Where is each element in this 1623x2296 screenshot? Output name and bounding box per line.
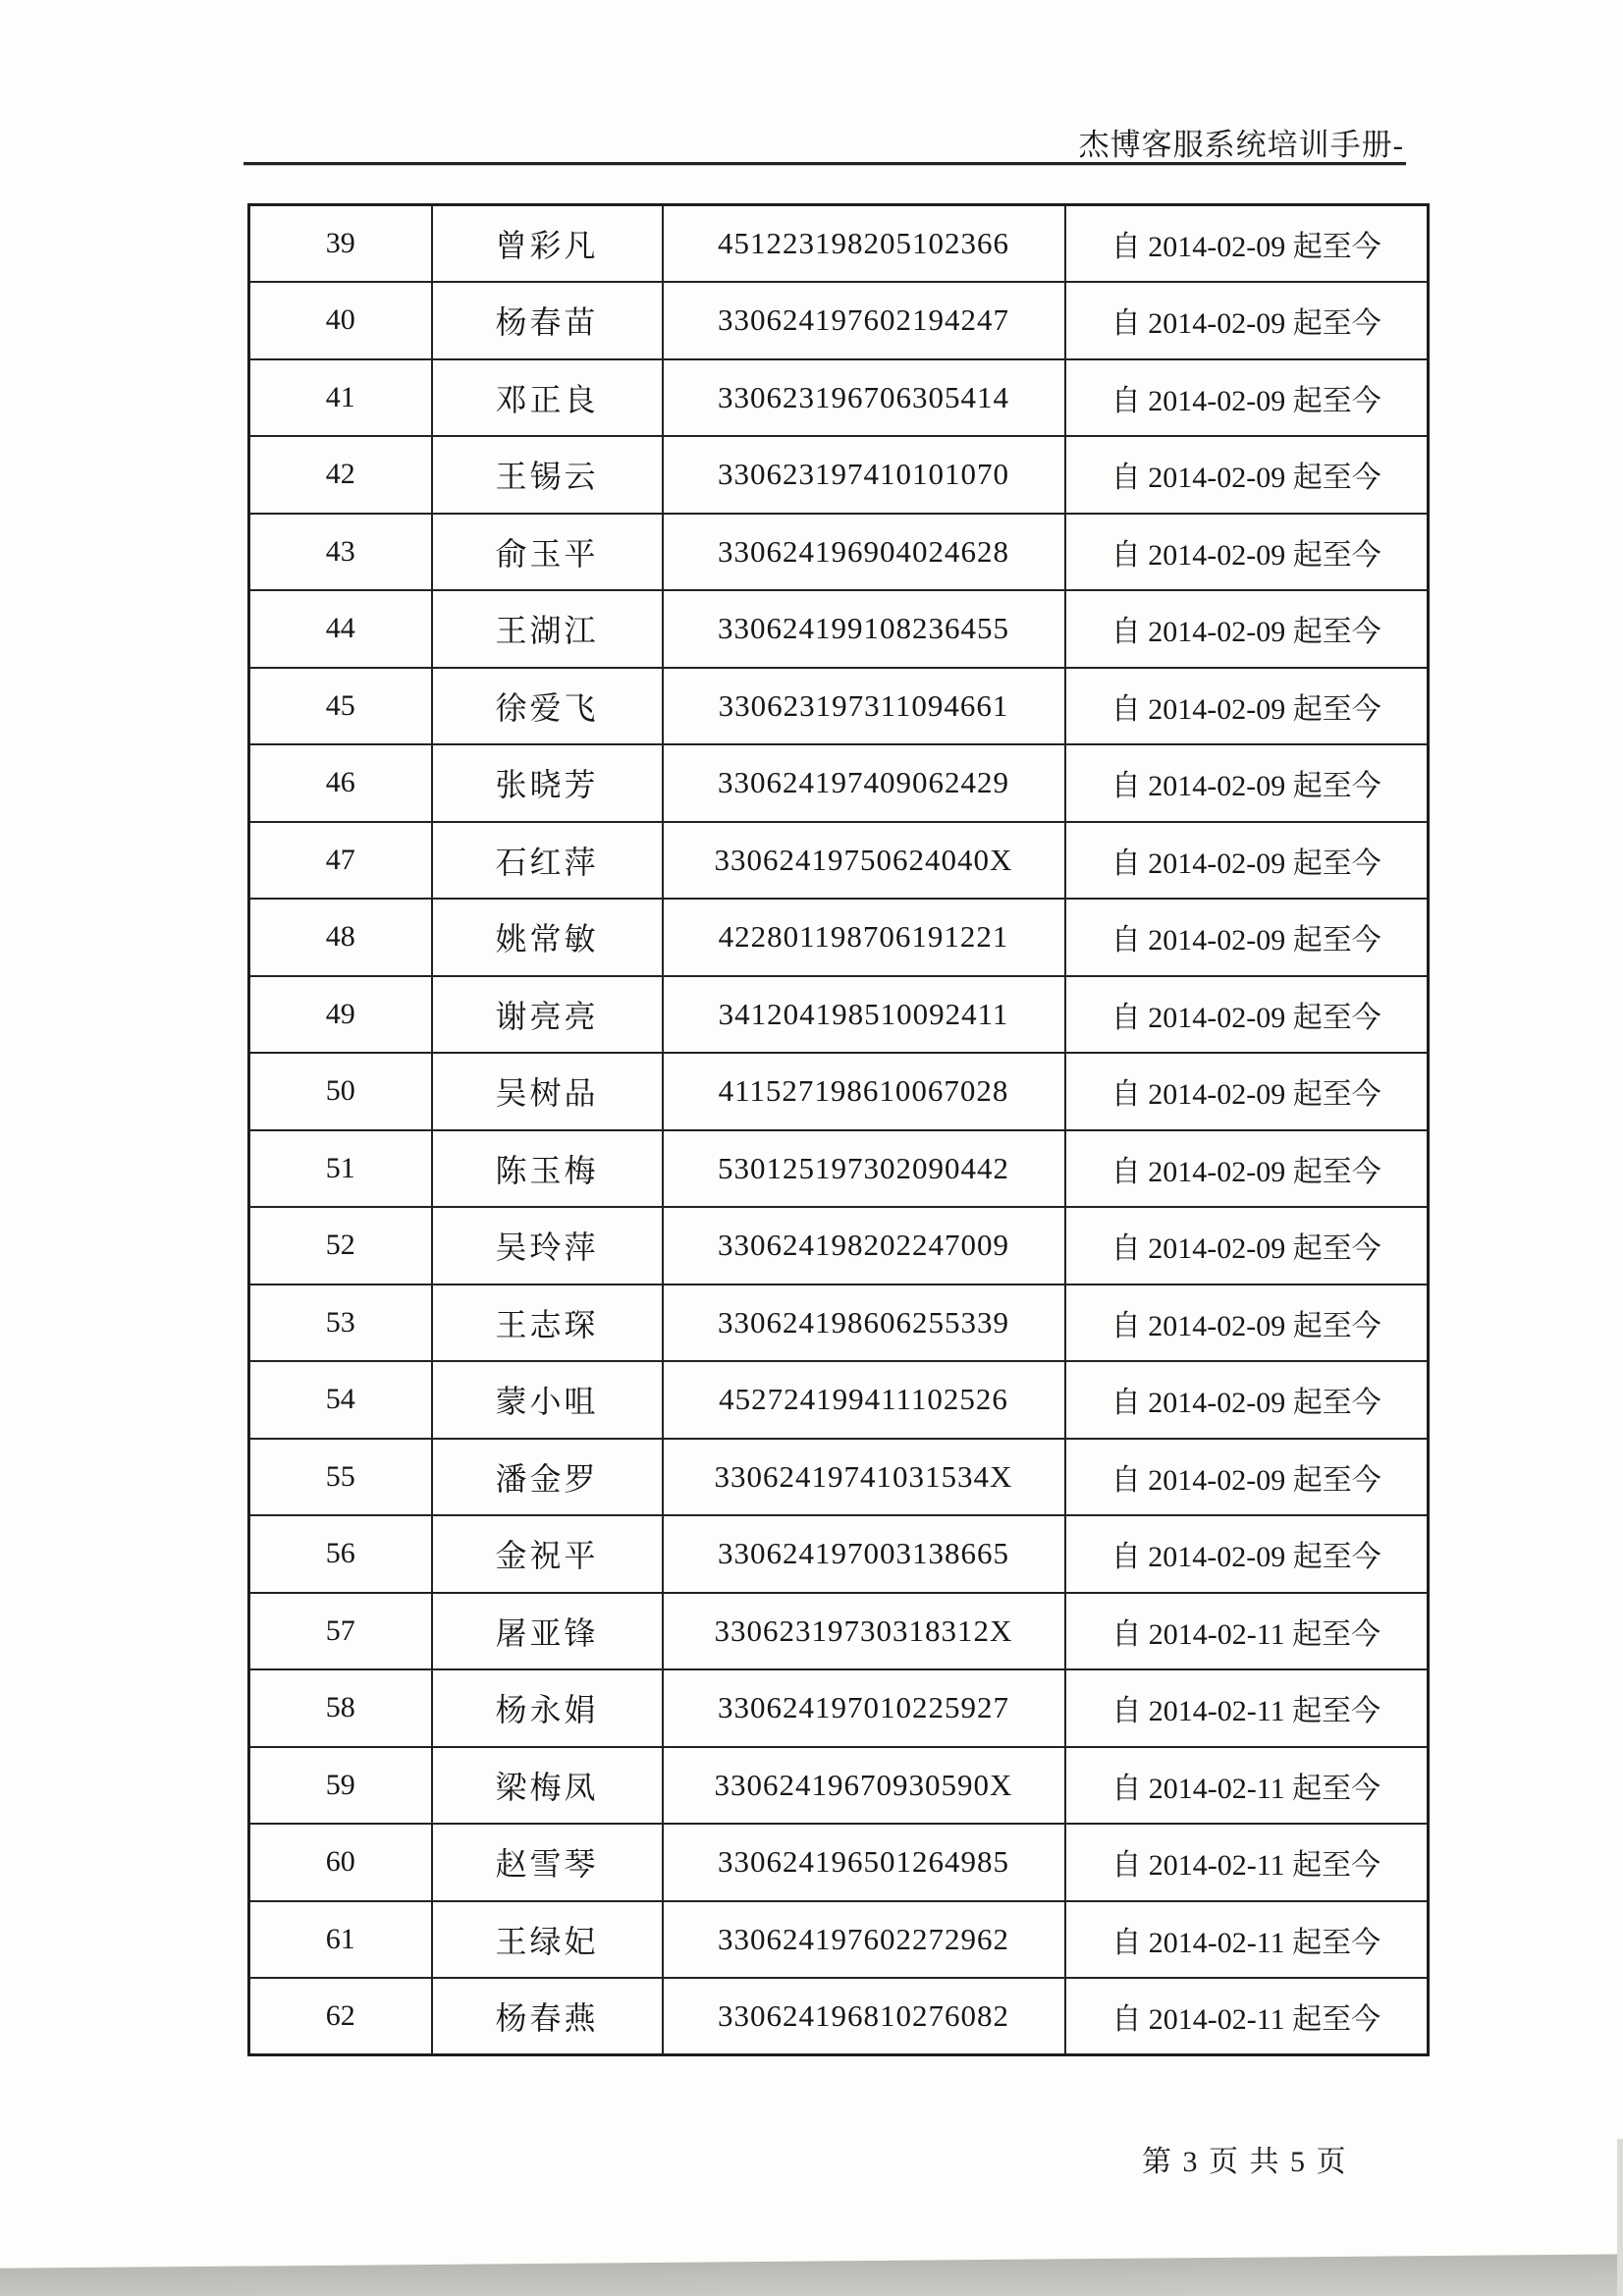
cell-no: 59 xyxy=(249,1747,432,1825)
cell-name: 俞玉平 xyxy=(432,514,663,591)
cell-name: 陈玉梅 xyxy=(432,1130,663,1208)
cell-no: 51 xyxy=(249,1130,432,1208)
cell-name: 杨春苗 xyxy=(432,282,663,359)
cell-period: 自 2014-02-09 起至今 xyxy=(1065,436,1429,514)
cell-no: 44 xyxy=(249,590,432,668)
cell-period: 自 2014-02-09 起至今 xyxy=(1065,514,1429,591)
cell-name: 邓正良 xyxy=(432,359,663,437)
cell-id: 330624197602272962 xyxy=(663,1901,1065,1979)
cell-period: 自 2014-02-09 起至今 xyxy=(1065,899,1429,976)
cell-period: 自 2014-02-09 起至今 xyxy=(1065,1053,1429,1130)
cell-id: 452724199411102526 xyxy=(663,1361,1065,1439)
cell-id: 422801198706191221 xyxy=(663,899,1065,976)
cell-name: 梁梅凤 xyxy=(432,1747,663,1825)
table-row xyxy=(249,1207,1429,1285)
cell-no: 42 xyxy=(249,436,432,514)
cell-period: 自 2014-02-09 起至今 xyxy=(1065,1285,1429,1362)
table-row xyxy=(249,436,1429,514)
cell-no: 40 xyxy=(249,282,432,359)
cell-name: 谢亮亮 xyxy=(432,976,663,1054)
cell-id: 330624197003138665 xyxy=(663,1515,1065,1593)
cell-no: 54 xyxy=(249,1361,432,1439)
cell-period: 自 2014-02-11 起至今 xyxy=(1065,1669,1429,1747)
cell-name: 王志琛 xyxy=(432,1285,663,1362)
cell-id: 33062319730318312X xyxy=(663,1593,1065,1670)
cell-period: 自 2014-02-09 起至今 xyxy=(1065,1207,1429,1285)
table-row xyxy=(249,744,1429,822)
cell-no: 41 xyxy=(249,359,432,437)
table-row xyxy=(249,1361,1429,1439)
table-row xyxy=(249,1593,1429,1670)
cell-id: 330624197010225927 xyxy=(663,1669,1065,1747)
cell-period: 自 2014-02-11 起至今 xyxy=(1065,1901,1429,1979)
cell-id: 33062419741031534X xyxy=(663,1439,1065,1516)
table-row xyxy=(249,514,1429,591)
table-row xyxy=(249,1515,1429,1593)
cell-no: 60 xyxy=(249,1824,432,1901)
cell-name: 王锡云 xyxy=(432,436,663,514)
table-row xyxy=(249,1053,1429,1130)
cell-id: 33062419750624040X xyxy=(663,822,1065,900)
table-row xyxy=(249,976,1429,1054)
cell-period: 自 2014-02-09 起至今 xyxy=(1065,744,1429,822)
table-row xyxy=(249,1978,1429,2055)
cell-id: 330624198202247009 xyxy=(663,1207,1065,1285)
cell-name: 蒙小咀 xyxy=(432,1361,663,1439)
scanner-edge-right-artifact xyxy=(1617,2139,1623,2296)
roster-table xyxy=(247,203,1430,2056)
roster-table-body xyxy=(249,205,1429,2055)
cell-period: 自 2014-02-09 起至今 xyxy=(1065,590,1429,668)
header-rule xyxy=(243,162,1406,165)
table-row xyxy=(249,1285,1429,1362)
table-row xyxy=(249,1824,1429,1901)
cell-period: 自 2014-02-11 起至今 xyxy=(1065,1824,1429,1901)
table-row xyxy=(249,1901,1429,1979)
cell-name: 石红萍 xyxy=(432,822,663,900)
cell-no: 52 xyxy=(249,1207,432,1285)
cell-id: 330623197410101070 xyxy=(663,436,1065,514)
table-row xyxy=(249,359,1429,437)
cell-name: 杨永娟 xyxy=(432,1669,663,1747)
cell-name: 赵雪琴 xyxy=(432,1824,663,1901)
cell-name: 徐爱飞 xyxy=(432,668,663,745)
cell-id: 330624196810276082 xyxy=(663,1978,1065,2055)
cell-name: 张晓芳 xyxy=(432,744,663,822)
cell-name: 曾彩凡 xyxy=(432,205,663,283)
cell-id: 330624198606255339 xyxy=(663,1285,1065,1362)
cell-no: 47 xyxy=(249,822,432,900)
cell-no: 48 xyxy=(249,899,432,976)
page-footer: 第 3 页 共 5 页 xyxy=(1142,2146,1348,2178)
table-row xyxy=(249,822,1429,900)
cell-no: 43 xyxy=(249,514,432,591)
cell-name: 吴玲萍 xyxy=(432,1207,663,1285)
cell-period: 自 2014-02-11 起至今 xyxy=(1065,1593,1429,1670)
cell-id: 330624197602194247 xyxy=(663,282,1065,359)
cell-period: 自 2014-02-09 起至今 xyxy=(1065,1439,1429,1516)
cell-id: 330624196501264985 xyxy=(663,1824,1065,1901)
cell-name: 王湖江 xyxy=(432,590,663,668)
cell-name: 杨春燕 xyxy=(432,1978,663,2055)
cell-id: 330623197311094661 xyxy=(663,668,1065,745)
cell-period: 自 2014-02-09 起至今 xyxy=(1065,976,1429,1054)
cell-name: 金祝平 xyxy=(432,1515,663,1593)
cell-id: 530125197302090442 xyxy=(663,1130,1065,1208)
cell-name: 潘金罗 xyxy=(432,1439,663,1516)
document-header-title: 杰博客服系统培训手册- xyxy=(1078,128,1404,162)
table-row xyxy=(249,1130,1429,1208)
cell-no: 46 xyxy=(249,744,432,822)
table-row xyxy=(249,1439,1429,1516)
cell-name: 王绿妃 xyxy=(432,1901,663,1979)
cell-period: 自 2014-02-09 起至今 xyxy=(1065,668,1429,745)
cell-id: 330624199108236455 xyxy=(663,590,1065,668)
cell-no: 50 xyxy=(249,1053,432,1130)
cell-period: 自 2014-02-09 起至今 xyxy=(1065,1515,1429,1593)
cell-period: 自 2014-02-11 起至今 xyxy=(1065,1978,1429,2055)
cell-no: 61 xyxy=(249,1901,432,1979)
cell-name: 姚常敏 xyxy=(432,899,663,976)
cell-no: 53 xyxy=(249,1285,432,1362)
cell-no: 45 xyxy=(249,668,432,745)
cell-period: 自 2014-02-09 起至今 xyxy=(1065,1130,1429,1208)
table-row xyxy=(249,668,1429,745)
cell-id: 330623196706305414 xyxy=(663,359,1065,437)
cell-id: 33062419670930590X xyxy=(663,1747,1065,1825)
cell-id: 411527198610067028 xyxy=(663,1053,1065,1130)
cell-id: 330624197409062429 xyxy=(663,744,1065,822)
cell-no: 56 xyxy=(249,1515,432,1593)
cell-no: 57 xyxy=(249,1593,432,1670)
table-row xyxy=(249,590,1429,668)
table-row xyxy=(249,1747,1429,1825)
cell-id: 330624196904024628 xyxy=(663,514,1065,591)
cell-id: 451223198205102366 xyxy=(663,205,1065,283)
scanner-edge-artifact xyxy=(0,2254,1623,2296)
table-row xyxy=(249,1669,1429,1747)
cell-no: 58 xyxy=(249,1669,432,1747)
cell-no: 49 xyxy=(249,976,432,1054)
cell-period: 自 2014-02-09 起至今 xyxy=(1065,282,1429,359)
cell-period: 自 2014-02-09 起至今 xyxy=(1065,822,1429,900)
cell-period: 自 2014-02-11 起至今 xyxy=(1065,1747,1429,1825)
table-row xyxy=(249,899,1429,976)
cell-period: 自 2014-02-09 起至今 xyxy=(1065,205,1429,283)
cell-period: 自 2014-02-09 起至今 xyxy=(1065,359,1429,437)
cell-no: 39 xyxy=(249,205,432,283)
cell-no: 55 xyxy=(249,1439,432,1516)
table-row xyxy=(249,282,1429,359)
table-row xyxy=(249,205,1429,283)
cell-name: 屠亚锋 xyxy=(432,1593,663,1670)
cell-name: 吴树品 xyxy=(432,1053,663,1130)
cell-period: 自 2014-02-09 起至今 xyxy=(1065,1361,1429,1439)
cell-id: 341204198510092411 xyxy=(663,976,1065,1054)
cell-no: 62 xyxy=(249,1978,432,2055)
